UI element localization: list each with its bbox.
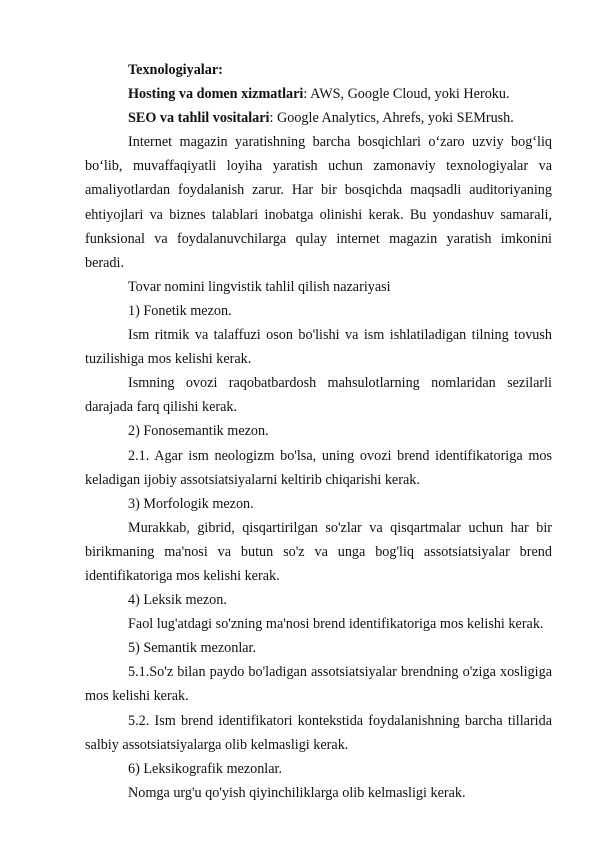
paragraph-lexical: Faol lug'atdagi so'zning ma'nosi brend identifikatoriga mos kelishi kerak. <box>128 616 544 633</box>
seo-line <box>85 106 552 130</box>
paragraph-morphological: Murakkab, gibrid, qisqartirilgan so'zlar va qisqartmalar uchun har bir birikmaning ma'nosi va butun so'z va unga bog'liq assotsiatsiyalar brend identifikatoriga mos kelishi kerak. <box>85 519 552 584</box>
paragraph-semantic-2: 5.2. Ism brend identifikatori kontekstida foydalanishning barcha tillarida salbiy assotsiatsiyalarga olib kelmasligi kerak. <box>85 712 552 753</box>
criterion-semantic: 5) Semantik mezonlar. <box>128 640 257 657</box>
criterion-phonosemantic: 2) Fonosemantik mezon. <box>128 423 269 440</box>
paragraph-lexicographic: Nomga urg'u qo'yish qiyinchiliklarga olib kelmasligi kerak. <box>128 784 466 801</box>
criterion-morphological: 3) Morfologik mezon. <box>128 495 254 512</box>
section-heading: Texnologiyalar: <box>128 62 223 78</box>
criterion-phonetic: 1) Fonetik mezon. <box>128 302 232 319</box>
paragraph-phonosemantic: 2.1. Agar ism neologizm bo'lsa, uning ovozi brend identifikatoriga mos keladigan ijobiy assotsiatsiyalarni keltirib chiqarishi kerak. <box>85 447 552 488</box>
paragraph-phonetic-1: Ism ritmik va talaffuzi oson bo'lishi va ism ishlatiladigan tilning tovush tuzilishiga mos kelishi kerak. <box>85 327 552 368</box>
seo-text: : Google Analytics, Ahrefs, yoki SEMrush. <box>269 110 514 127</box>
theory-heading: Tovar nomini lingvistik tahlil qilish nazariyasi <box>128 278 391 295</box>
paragraph-phonetic-2: Ismning ovozi raqobatbardosh mahsulotlarning nomlaridan sezilarli darajada farq qilishi kerak. <box>85 375 552 416</box>
criterion-lexicographic: 6) Leksikografik mezonlar. <box>128 760 283 777</box>
criterion-lexical: 4) Leksik mezon. <box>128 592 227 609</box>
hosting-text: : AWS, Google Cloud, yoki Heroku. <box>303 86 510 103</box>
hosting-label: Hosting va domen xizmatlari <box>128 86 304 103</box>
paragraph-semantic-1: 5.1.So'z bilan paydo bo'ladigan assotsiatsiyalar brendning o'ziga xosligiga mos kelishi kerak. <box>85 664 552 705</box>
intro-paragraph: Internet magazin yaratishning barcha bosqichlari o‘zaro uzviy bog‘liq bo‘lib, muvaffaqiyatli loyiha yaratish uchun zamonaviy texnologiyalar va amaliyotlardan foydalanish zarur. Har bir bosqichda maqsadli auditoriyaning ehtiyojlari va biznes talablari inobatga olinishi kerak. Bu yondashuv samarali, funksional va foydalanuvchilarga qulay internet magazin yaratish imkonini beradi. <box>85 134 552 271</box>
seo-label: SEO va tahlil vositalari <box>128 110 270 127</box>
hosting-line <box>85 82 552 106</box>
